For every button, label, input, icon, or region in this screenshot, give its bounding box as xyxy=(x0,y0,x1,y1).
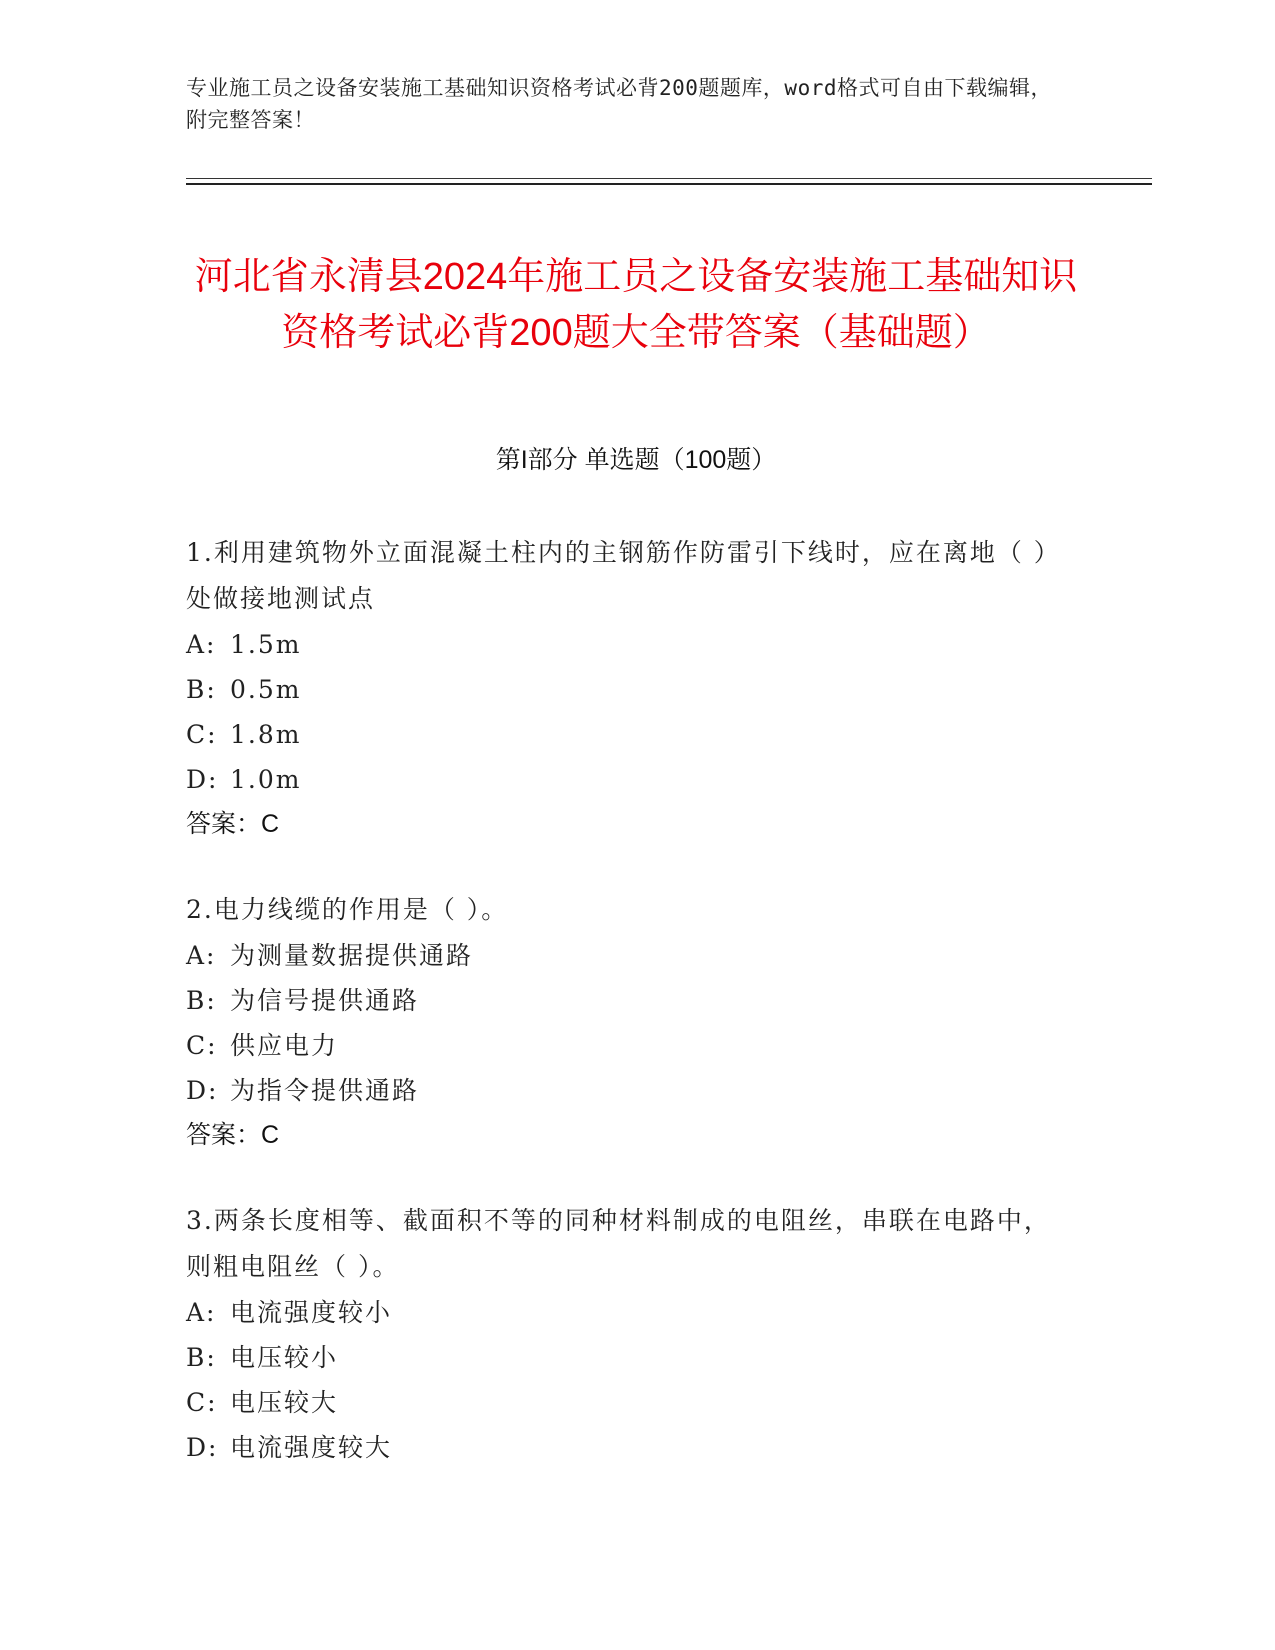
section-heading: 第I部分 单选题（100题） xyxy=(495,446,777,474)
option-b xyxy=(186,978,1066,1023)
option-text: 0.5m xyxy=(230,675,302,704)
option-letter: C: xyxy=(186,1388,218,1417)
option-text: 为信号提供通路 xyxy=(230,986,420,1015)
option-text: 1.5m xyxy=(230,630,302,659)
option-b xyxy=(186,667,1066,712)
option-letter: B: xyxy=(186,1343,217,1372)
option-letter: A: xyxy=(186,941,217,970)
option-text: 1.0m xyxy=(230,765,302,794)
option-c xyxy=(186,712,1066,757)
option-c xyxy=(186,1023,1066,1068)
option-d xyxy=(186,757,1066,802)
option-text: 电流强度较大 xyxy=(230,1433,393,1462)
option-text: 电压较大 xyxy=(230,1388,339,1417)
option-letter: B: xyxy=(186,675,217,704)
option-letter: B: xyxy=(186,986,217,1015)
header-note: 专业施工员之设备安装施工基础知识资格考试必背200题题库，word格式可自由下载编辑，附完整答案！ xyxy=(186,76,1052,132)
option-letter: D: xyxy=(186,765,219,794)
option-a xyxy=(186,933,1066,978)
question-1 xyxy=(186,530,1066,847)
option-a xyxy=(186,1290,1066,1335)
option-d xyxy=(186,1425,1066,1470)
option-d xyxy=(186,1068,1066,1113)
question-stem: 3.两条长度相等、截面积不等的同种材料制成的电阻丝，串联在电路中，则粗电阻丝（ ）。 xyxy=(186,1206,1051,1281)
option-text: 供应电力 xyxy=(230,1031,339,1060)
option-letter: D: xyxy=(186,1433,219,1462)
option-letter: D: xyxy=(186,1076,219,1105)
option-letter: C: xyxy=(186,1031,218,1060)
option-c xyxy=(186,1380,1066,1425)
option-text: 为测量数据提供通路 xyxy=(230,941,474,970)
answer-line: 答案：C xyxy=(186,810,280,838)
answer-line: 答案：C xyxy=(186,1121,280,1149)
question-3 xyxy=(186,1198,1066,1470)
option-text: 电压较小 xyxy=(230,1343,339,1372)
option-letter: C: xyxy=(186,720,218,749)
option-letter: A: xyxy=(186,1298,217,1327)
question-stem: 2.电力线缆的作用是（ ）。 xyxy=(186,895,509,924)
option-a xyxy=(186,622,1066,667)
question-stem: 1.利用建筑物外立面混凝土柱内的主钢筋作防雷引下线时，应在离地（ ）处做接地测试点 xyxy=(186,538,1061,613)
option-text: 为指令提供通路 xyxy=(230,1076,420,1105)
option-text: 电流强度较小 xyxy=(230,1298,393,1327)
option-b xyxy=(186,1335,1066,1380)
header-divider-thin xyxy=(186,178,1152,179)
question-list xyxy=(186,530,1066,1510)
question-2 xyxy=(186,887,1066,1158)
header-divider-thick xyxy=(186,183,1152,185)
option-letter: A: xyxy=(186,630,217,659)
document-title: 河北省永清县2024年施工员之设备安装施工基础知识资格考试必背200题大全带答案（基础题） xyxy=(194,256,1078,355)
option-text: 1.8m xyxy=(230,720,302,749)
